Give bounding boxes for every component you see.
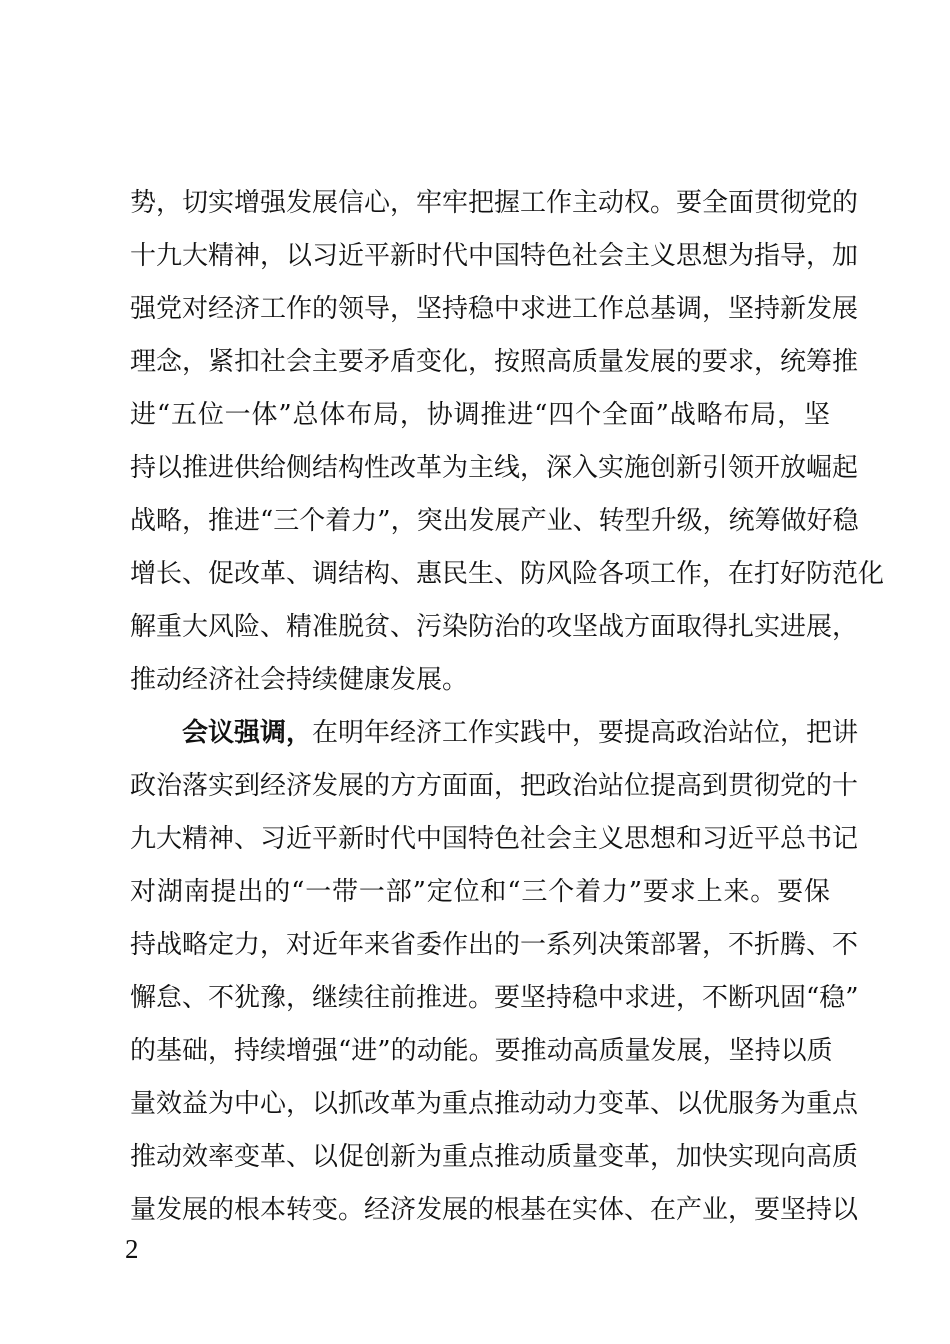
text-line: 九大精神、习近平新时代中国特色社会主义思想和习近平总书记 [130, 824, 859, 854]
text-line: 战略，推进“三个着力”，突出发展产业、转型升级，统筹做好稳 [130, 506, 859, 536]
text-line: 理念，紧扣社会主要矛盾变化，按照高质量发展的要求，统筹推 [130, 347, 859, 377]
text-line: 势，切实增强发展信心，牢牢把握工作主动权。要全面贯彻党的 [130, 188, 859, 218]
text-line: 增长、促改革、调结构、惠民生、防风险各项工作，在打好防范化 [130, 559, 885, 589]
text-line: 推动效率变革、以促创新为重点推动质量变革，加快实现向高质 [130, 1142, 859, 1172]
text-line: 持战略定力，对近年来省委作出的一系列决策部署，不折腾、不 [130, 930, 859, 960]
text-line: 政治落实到经济发展的方方面面，把政治站位提高到贯彻党的十 [130, 771, 859, 801]
text-line: 十九大精神，以习近平新时代中国特色社会主义思想为指导，加 [130, 241, 859, 271]
text-line-first [182, 716, 859, 750]
text-line: 的基础，持续增强“进”的动能。要推动高质量发展，坚持以质 [130, 1036, 833, 1066]
text-span: 在明年经济工作实践中，要提高政治站位，把讲 [312, 718, 859, 748]
text-line: 强党对经济工作的领导，坚持稳中求进工作总基调，坚持新发展 [130, 294, 859, 324]
page-number: 2 [125, 1234, 139, 1264]
text-line: 量效益为中心，以抓改革为重点推动动力变革、以优服务为重点 [130, 1089, 859, 1119]
text-line: 量发展的根本转变。经济发展的根基在实体、在产业，要坚持以 [130, 1195, 859, 1225]
paragraph-lead: 会议强调， [182, 718, 313, 748]
text-line: 懈怠、不犹豫，继续往前推进。要坚持稳中求进，不断巩固“稳” [130, 983, 859, 1013]
text-line: 持以推进供给侧结构性改革为主线，深入实施创新引领开放崛起 [130, 453, 859, 483]
text-line: 推动经济社会持续健康发展。 [130, 665, 469, 695]
text-line: 对湖南提出的“一带一部”定位和“三个着力”要求上来。要保 [130, 877, 830, 907]
text-line: 解重大风险、精准脱贫、污染防治的攻坚战方面取得扎实进展， [130, 612, 859, 642]
text-line: 进“五位一体”总体布局，协调推进“四个全面”战略布局，坚 [130, 400, 830, 430]
